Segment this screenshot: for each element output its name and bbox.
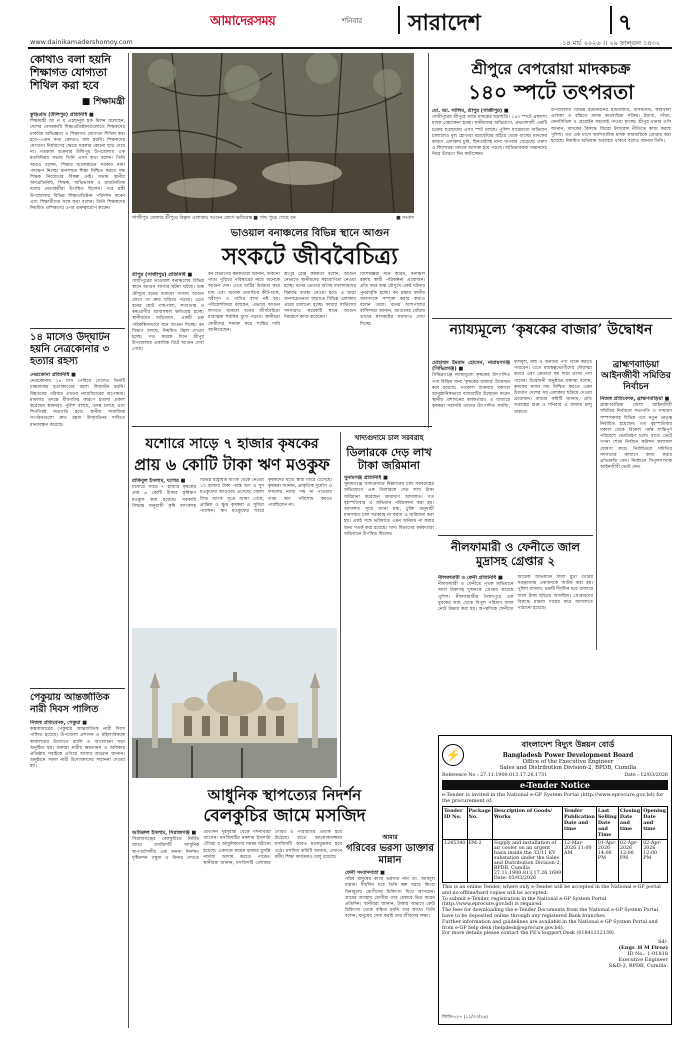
table-row: 1245340 EM-2 Supply and installation of air cooler on an urgent basis inside the 33/11 KV substation under the Sales and Distribution Division-2, BPDB, Cumilla 27.11.1900.813.17.26.1699 Date: 03/03/2026 12-Mar-2026 11:00 AM 01-Apr-2026 14:00 PM 02-Apr-2026 12:00 PM 02-Apr-2026 12:00 PM (443, 840, 668, 883)
org-name-bn: বাংলাদেশ বিদ্যুৎ উন্নয়ন বোর্ড (521, 739, 615, 749)
bazar-body: মোহাম্মদ ইমরান হোসেন, নারায়ণগঞ্জ (সিদ্ধিরগঞ্জ) ■ সিদ্ধিরগঞ্জে ন্যায্যমূল্যে কৃষকের উৎপাদিত পণ্য বিক্রির জন্য ‘কৃষকের বাজার’ উদ্বোধন করা হয়েছে। গতকাল শুক্রবার সকালে আনুষ্ঠানিকভাবে বাজারটির উদ্বোধন করেন স্থানীয় প্রশাসনের কর্মকর্তারা। এ বাজারে কৃষকরা সরাসরি তাদের উৎপাদিত সবজি, ফলমূল, মাছ ও অন্যান্য পণ্য বিক্রি করতে পারবেন। এতে মধ্যস্বত্বভোগীদের দৌরাত্ম্য কমবে এবং ক্রেতারা কম দামে তাজা পণ্য পাবেন। উদ্বোধনী অনুষ্ঠানে বক্তারা বলেন, কৃষকের ন্যায্য দাম নিশ্চিত করতে এমন উদ্যোগ দেশের সব এলাকায় ছড়িয়ে দেওয়া প্রয়োজন। বাজার কমিটি জানায়, প্রতি সপ্তাহের শুক্র ও শনিবার এ বাজার চালু থাকবে। (432, 360, 592, 415)
story-fine: খাদ্যগুদামে চাল সরবরাহ ডিলারকে দেড় লাখ টাকা জরিমানা সুনামগঞ্জ প্রতিনিধি ■ সুনামগঞ্জে খাদ্যগুদামে নিম্নমানের চাল সরবরাহের অভিযোগে এক ডিলারকে দেড় লাখ টাকা জরিমানা করেছেন ভ্রাম্যমাণ আদালত। গত বৃহস্পতিবার এ অভিযান পরিচালনা করা হয়। আদালত সূত্রে জানা যায়, চুক্তি অনুযায়ী মানসম্মত চাল সরবরাহ না করায় এ জরিমানা করা হয়। একই সঙ্গে ভবিষ্যতে এমন অনিয়ম না করার জন্য সতর্ক করা হয়েছে। খাদ্য বিভাগের কর্মকর্তারা অভিযানে উপস্থিত ছিলেন। (344, 434, 434, 537)
page-number-box (610, 6, 650, 34)
byline: শ্রীপুর (গাজীপুর) প্রতিনিধি ■ (132, 272, 193, 278)
office-name: Office of the Executive Engineer (522, 759, 614, 765)
byline: সুনামগঞ্জ প্রতিনিধি ■ (344, 475, 388, 481)
tender-intro: e-Tender is invited in the National e-GP System Portal (http://www.eprocure.gov.bd) for the procurement of: (442, 792, 664, 804)
mosque-image (132, 628, 337, 778)
col-opening: Opening Date and time (642, 807, 668, 840)
fire-body-col3: শ্রীপুর রেঞ্জ কর্মকর্তা বলেন, আগুন নেভাতে স্থানীয়দের সহযোগিতা নেওয়া হচ্ছে। বনের ভেতরে অবৈধ দখলদারদের বিরুদ্ধে ব্যবস্থা নেওয়া হবে। এ ছাড়া জনসচেতনতা বাড়াতে বিভিন্ন এলাকায় প্রচার চালানো হচ্ছে। ফায়ার সার্ভিসের সদস্যরাও কয়েকটি স্থানে আগুন নিয়ন্ত্রণে কাজ করেছেন। (284, 272, 356, 321)
drugs-headline-2: ১৪০ স্পটে তৎপরতা (468, 80, 634, 104)
fire-kicker: ভাওয়াল বনাঞ্চলের বিভিন্ন স্থানে আগুন (230, 228, 390, 239)
byline: নেত্রকোনা প্রতিনিধি ■ (30, 372, 76, 378)
byline: নিজস্ব প্রতিবেদক, পেকুয়া ■ (30, 720, 87, 726)
date-line: ১৪ মার্চ ২০২৬ ।। ২৯ ফাল্গুন ১৪৩২ (562, 39, 660, 47)
page-number: ৭ (618, 10, 633, 36)
drugs-headline-1: শ্রীপুরে বেপরোয়া মাদকচক্র (471, 60, 631, 78)
org-name-en: Bangladesh Power Development Board (502, 752, 634, 759)
loan-headline-1: যশোরে সাড়ে ৭ হাজার কৃষকের (145, 436, 319, 452)
col-closing: Closing Date and time (618, 807, 641, 840)
election-headline: ব্রাহ্মণবাড়িয়া আইনজীবী সমিতির নির্বাচন (601, 360, 671, 392)
arrest-headline: নীলফামারী ও ফেনীতে জাল মুদ্রাসহ গ্রেপ্তার ২ (451, 540, 580, 568)
story-womens-day (30, 692, 125, 1022)
signature-block: Sd/- (Engr. H M Firoz) ID No.: 1-01818 Executive Engineer S&D-2, BPDB, Cumilla. (608, 939, 668, 970)
byline: মো. আ. সালিম, শ্রীপুর (গাজীপুর) ■ (432, 108, 509, 114)
body-text: কক্সবাজারের পেকুয়ায় আন্তর্জাতিক নারী দিবস পালিত হয়েছে। উপজেলা প্রশাসন ও মহিলাবিষয়ক কার্যালয়ের উদ্যোগে র‌্যালি ও আলোচনা সভা অনুষ্ঠিত হয়। বক্তারা নারীর ক্ষমতায়ন ও অধিকার প্রতিষ্ঠায় সবাইকে এগিয়ে আসার আহ্বান জানান। অনুষ্ঠানে সফল নারী উদ্যোক্তাদের সম্মাননা দেওয়া হয়। (30, 727, 125, 770)
story-murder (30, 332, 125, 687)
body-text: শিক্ষামন্ত্রী আ ন ম এহছানুল হক মিলন বলেছেন, দেশের বেসরকারি শিক্ষাপ্রতিষ্ঠানগুলোতে শিক্ষকদের চাকরির অভিজ্ঞতা ও শিক্ষাগত যোগ্যতা শিথিল করা হবে—এমন কথা কোথাও বলা হয়নি। শিক্ষকদের যোগ্যতা নির্ধারণের ক্ষেত্রে সরকার কোনো ছাড় দেবে না। গতকাল শুক্রবার উলিপুর উপজেলায় এক মতবিনিময় সভায় তিনি এসব কথা বলেন। তিনি আরও বলেন, শিক্ষার মানোন্নয়নে সরকার নানা পদক্ষেপ নিচ্ছে। মানসম্মত শিক্ষা নিশ্চিত করতে দক্ষ শিক্ষক নিয়োগের বিকল্প নেই। সভায় স্থানীয় জনপ্রতিনিধি, শিক্ষক, অভিভাবক ও রাজনৈতিক দলের নেতাকর্মীরা উপস্থিত ছিলেন। পরে মন্ত্রী উপজেলার বিভিন্ন শিক্ষাপ্রতিষ্ঠান পরিদর্শন করেন এবং শিক্ষার্থীদের সঙ্গে কথা বলেন। তিনি শিক্ষকদের নিয়মিত প্রশিক্ষণের ওপর গুরুত্বারোপ করেন। (30, 119, 125, 212)
masthead-day: শনিবার (342, 17, 363, 25)
drugs-body-col1: মো. আ. সালিম, শ্রীপুর (গাজীপুর) ■ গাজীপুরের শ্রীপুরে সর্বত্র মাদকের ছড়াছড়ি। ১৪০ স্পটে প্রকাশ্যে মাদক বেচাকেনা হচ্ছে। স্থানীয়দের অভিযোগ, প্রভাবশালী একটি চক্রের ছত্রছায়ায় এসব স্পট চলছে। পুলিশ মাঝেমধ্যে অভিযান চালালেও মূল হোতারা ধরাছোঁয়ার বাইরে থেকে যাচ্ছে। মাদকের কারণে এলাকায় চুরি, ছিনতাইসহ নানা অপরাধ বেড়েছে। তরুণ ও কিশোররা মাদকে আসক্ত হয়ে পড়ছে। অভিভাবকরা সন্তানদের নিয়ে উদ্বেগে দিন কাটাচ্ছেন। (432, 108, 547, 158)
mosque-headline-2: বেলকুচির জামে মসজিদ (203, 806, 366, 826)
bpdb-logo-icon: ⚡ (442, 744, 464, 766)
byline: কুড়িগ্রাম (উলিপুর) প্রতিনিধি ■ (30, 112, 94, 118)
tender-table (442, 806, 668, 883)
tender-title: e-Tender Notice (442, 780, 668, 790)
headline: কোথাও বলা হয়নি শিক্ষাগত যোগ্যতা শিথিল করা হবে (30, 53, 111, 92)
fine-headline: ডিলারকে দেড় লাখ টাকা জরিমানা (346, 446, 432, 472)
mosque-body: আমিরুল ইসলাম, সিরাজগঞ্জ ■ সিরাজগঞ্জের বেলকুচিতে নির্মিত জামে মসজিদটি আধুনিক স্থাপত্যশৈলীর এক অনন্য নিদর্শন। দৃষ্টিনন্দন গম্বুজ ও মিনার দেখতে প্রতিদিন দূরদূরান্ত থেকে দর্শনার্থীরা আসেন। মসজিদটির নকশায় ইসলামি ঐতিহ্য ও আধুনিকতার সমন্বয় ঘটানো হয়েছে। একসঙ্গে কয়েক হাজার মুসল্লি নামাজ আদায় করতে পারেন। স্থানীয়রা জানান, মসজিদটি এলাকার গৌরব ও পরিচিতির প্রতীক হয়ে উঠেছে। রাতে আলোকসজ্জায় মসজিদটি আরও মনোমুগ্ধকর হয়ে ওঠে। মসজিদ কমিটি জানায়, এখানে ধর্মীয় শিক্ষা কার্যক্রমও চালু রয়েছে। (132, 830, 342, 867)
headline: পেকুয়ায় আন্তর্জাতিক নারী দিবস পালিত (30, 692, 110, 715)
story-doctor: আমার গরিবের ভরসা ডাক্তার মান্নান ফেনী সংবাদদাতা ■ গরিব মানুষের কাছে ভরসার নাম ডা. আবদুল মান্নান। দীর্ঘদিন ধরে তিনি স্বল্প খরচে কিংবা বিনামূল্যে রোগীদের চিকিৎসা দিয়ে আসছেন। গ্রামের অসহায় রোগীরা তার চেম্বারে ভিড় করেন প্রতিদিন। স্থানীয়রা জানান, টাকার অভাবে কেউ চিকিৎসা থেকে বঞ্চিত হয়নি তার কাছে। তিনি বলেন, মানুষের সেবা করাই তার জীবনের লক্ষ্য। (345, 834, 435, 920)
loan-body: রাকিবুল ইসলাম, যশোর ■ যশোরে সাড়ে ৭ হাজার কৃষকের প্রায় ৬ কোটি টাকার কৃষিঋণ মওকুফ করা হয়েছে। সরকারি সিদ্ধান্ত অনুযায়ী কৃষি ব্যাংকসহ বিভিন্ন রাষ্ট্রায়ত্ত ব্যাংক থেকে নেওয়া ১০ হাজার টাকা পর্যন্ত ঋণ ও সুদ মওকুফের আওতায় এসেছে। জেলা লিড ব্যাংক সূত্রে জানা গেছে, প্রান্তিক ও ক্ষুদ্র কৃষকরা এ সুবিধা পাচ্ছেন। ঋণ মওকুফের খবরে কৃষকদের মধ্যে স্বস্তি ফিরে এসেছে। কৃষকরা জানান, প্রাকৃতিক দুর্যোগ ও ফসলের ন্যায্য দাম না পাওয়ায় তারা ঋণ পরিশোধ করতে পারছিলেন না। (132, 478, 332, 515)
byline: আমিরুল ইসলাম, সিরাজগঞ্জ ■ (132, 830, 197, 836)
fire-body-col1: শ্রীপুর (গাজীপুর) প্রতিনিধি ■ গাজীপুরের ভাওয়াল বনাঞ্চলের বিভিন্ন স্থানে আগুন লাগার ঘটনা ঘটছে। শুষ্ক মৌসুমে বনের শুকনো পাতায় আগুন লেগে তা দ্রুত ছড়িয়ে পড়ছে। এতে বনের ছোট গাছপালা, লতাগুল্ম ও বন্যপ্রাণীর আবাসস্থল ক্ষতিগ্রস্ত হচ্ছে। স্থানীয়দের অভিযোগ, একটি চক্র পরিকল্পিতভাবে বনে আগুন দিচ্ছে। বন বিভাগ বলছে, নিয়মিত টহল দেওয়া হচ্ছে। গত কয়েক দিনে শ্রীপুর উপজেলার একাধিক বিটে আগুন দেখা গেছে। (132, 272, 204, 353)
loan-headline-2: প্রায় ৬ কোটি টাকা ঋণ মওকুফ (134, 455, 330, 474)
byline: রাকিবুল ইসলাম, যশোর ■ (132, 478, 186, 484)
byline: ফেনী সংবাদদাতা ■ (345, 870, 385, 876)
tender-notice (438, 735, 672, 1025)
doctor-kicker: আমার (382, 834, 398, 841)
masthead (0, 0, 700, 48)
notice-date: Date : 12/03/2026 (624, 773, 668, 778)
forest-fire-image (132, 53, 414, 213)
tender-header-row (443, 807, 668, 840)
drugs-body-col2: উপজেলার বিভিন্ন ইউনিয়নের হাটবাজার, বাসস্ট্যান্ড, কারখানা এলাকা ও বস্তিতে মাদক কারবারিরা সক্রিয়। ইয়াবা, গাঁজা, ফেনসিডিল ও হেরোইন সহজেই পাওয়া যাচ্ছে। শ্রীপুর থানার ওসি জানান, মাদকের বিরুদ্ধে জিরো টলারেন্স নীতিতে কাজ করছে পুলিশ। গত এক মাসে অর্ধশতাধিক মাদক কারবারিকে গ্রেপ্তার করা হয়েছে। নিয়মিত অভিযান অব্যাহত থাকবে বলেও জানান তিনি। (551, 108, 671, 145)
logo-text: আমাদেরসময় (210, 14, 276, 29)
subhead: ■ শিক্ষামন্ত্রী (81, 97, 125, 107)
section-title: সারাদেশ (398, 6, 598, 34)
newspaper-logo[interactable] (210, 10, 330, 28)
col-description: Description of Goods/ Works (492, 807, 562, 840)
story-election: ব্রাহ্মণবাড়িয়া আইনজীবী সমিতির নির্বাচন নিজস্ব প্রতিবেদক, ব্রাহ্মণবাড়িয়া ■ ব্রাহ্মণবাড়িয়া জেলা আইনজীবী সমিতির নির্বাচনে সভাপতি ও সাধারণ সম্পাদকসহ বিভিন্ন পদে নতুন নেতৃত্ব নির্বাচিত হয়েছেন। গত বৃহস্পতিবার সকাল থেকে বিকেল পর্যন্ত শান্তিপূর্ণ পরিবেশে ভোটগ্রহণ চলে। রাতে ভোট গণনা শেষে নির্বাচন কমিশন ফলাফল ঘোষণা করে। নির্বাচিতরা সমিতির সদস্যদের কল্যাণে কাজ করার প্রতিশ্রুতি দেন। নির্বাচনে বিপুলসংখ্যক আইনজীবী ভোট দেন। (600, 360, 672, 471)
fire-headline: সংকটে জীববৈচিত্র্য (222, 243, 398, 270)
photo-credit: ■ সংবাদ (396, 216, 414, 221)
photo-caption: গাজীপুর জেলার শ্রীপুরে বিস্তৃত এলাকায় আগুন লেগে ক্ষতিগ্রস্ত ■ গাছ পুড়ে গেছে বন ■ সংবাদ (132, 216, 414, 221)
office-division: Sales and Distribution Division-2, BPDB, Cumilla (499, 765, 637, 771)
col-last-selling: Last Selling Date and Time (597, 808, 617, 838)
body-text: নেত্রকোনায় ১৪ মাস পেরিয়ে গেলেও তিনটি চাঞ্চল্যকর হত্যাকাণ্ডের রহস্য উদ্‌ঘাটন হয়নি। নিহতদের পরিবার এখনো ন্যায়বিচারের অপেক্ষায়। মামলার তদন্তে ধীরগতির কারণে হতাশা প্রকাশ করেছেন স্বজনরা। পুলিশ বলছে, তদন্ত চলছে এবং শিগগিরই অগ্রগতি হবে। স্থানীয় সামাজিক সংগঠনগুলো দ্রুত রহস্য উদ্‌ঘাটনের দাবিতে মানববন্ধন করেছে। (30, 379, 125, 428)
byline: নীলফামারী ও ফেনী প্রতিনিধি ■ (438, 575, 503, 581)
ad-code: জিডি-৮৮৭ (১২/০৩/২৬) (442, 1015, 488, 1020)
headline: ১৪ মাসেও উদ্‌ঘাটন হয়নি নেত্রকোনার ৩ হত্যার রহস্য (30, 332, 110, 367)
arrest-body: নীলফামারী ও ফেনী প্রতিনিধি ■ নীলফামারী ও ফেনীতে পৃথক অভিযানে জাল টাকাসহ দুজনকে গ্রেপ্তার করেছে পুলিশ। নীলফামারীর সৈয়দপুরে এক যুবকের কাছ থেকে বিপুল পরিমাণ জাল নোট উদ্ধার করা হয়। অপরদিকে ফেনীতে আরেক অভিযানে জাল মুদ্রা তৈরির সরঞ্জামসহ একজনকে আটক করা হয়। পুলিশ জানায়, চক্রটি দীর্ঘদিন ধরে বাজারে জাল টাকা ছড়িয়ে আসছিল। গ্রেপ্তারদের বিরুদ্ধে মামলা দায়ের করে আদালতে পাঠানো হয়েছে। (438, 575, 593, 613)
byline: নিজস্ব প্রতিবেদক, ব্রাহ্মণবাড়িয়া ■ (600, 396, 670, 402)
fine-kicker: খাদ্যগুদামে চাল সরবরাহ (354, 434, 424, 442)
col-package: Package No. (467, 807, 492, 840)
tender-footer: This is an online Tender, where only e-Tender will be accepted in the National e-GP portal and no offline/hard copies will be accepted. To submit e-Tender, registration in the National e-GP System Portal (http://www.eprocure.gov.bd) is required. The fees for downloading the e-Tender Documents from the National e-GP System Portal have to be deposited online through any registered Bank branches. Further information and guidelines are available in the National e-GP System Portal and from e-GP help desk (helpdesk@eprocure.gov.bd). For more details please contact the PE's Support Desk (01841212138). (442, 885, 661, 937)
doctor-headline: গরিবের ভরসা ডাক্তার মান্নান (346, 843, 434, 866)
reference-no: Reference No : 27.11.1900.013.17.26.1731 (442, 773, 548, 778)
website-url[interactable]: www.dainikamadershomoy.com (30, 38, 133, 46)
mosque-headline-1: আধুনিক স্থাপত্যের নিদর্শন (207, 786, 362, 804)
fire-body-col4: বিশেষজ্ঞরা মনে করেন, বনাঞ্চল রক্ষায় স্থায়ী পরিকল্পনা প্রয়োজন। প্রতি বছর শুষ্ক মৌসুমে একই ঘটনার পুনরাবৃত্তি হচ্ছে। বন রক্ষায় স্থানীয় জনগণকে সম্পৃক্ত করার কথাও বলেন তারা। বনের আশপাশের বাসিন্দারা জানান, আগুনের ধোঁয়ায় তাদের শ্বাসকষ্টের সমস্যাও দেখা দিচ্ছে। (360, 272, 425, 327)
col-publication: Tender Publication Date and time (563, 807, 597, 840)
mosque-photo (132, 628, 337, 778)
bazar-headline: ন্যায্যমূল্যে ‘কৃষকের বাজার’ উদ্বোধন (449, 322, 653, 338)
story-education (30, 53, 125, 328)
col-tender-id: Tender ID No. (443, 807, 468, 840)
forest-fire-photo (132, 53, 414, 213)
byline: মোহাম্মদ ইমরান হোসেন, নারায়ণগঞ্জ (সিদ্ধিরগঞ্জ) ■ (432, 360, 510, 373)
fire-body-col2: বন বিভাগের কর্মকর্তারা জানান, শুকনো পাতা পুড়িয়ে পরিষ্কারের নামে অনেকে আগুন দেন। এতে মাটির উর্বরতা কমে যায় এবং অনেক প্রজাতির কীটপতঙ্গ, সরীসৃপ ও পাখির বাসা নষ্ট হয়। পরিবেশবিদরা বলছেন, এভাবে আগুন লাগতে থাকলে বনের জীববৈচিত্র্য মারাত্মক হুমকির মুখে পড়বে। স্থানীয়রা দোষীদের শনাক্ত করে শাস্তির দাবি জানিয়েছেন। (208, 272, 280, 333)
